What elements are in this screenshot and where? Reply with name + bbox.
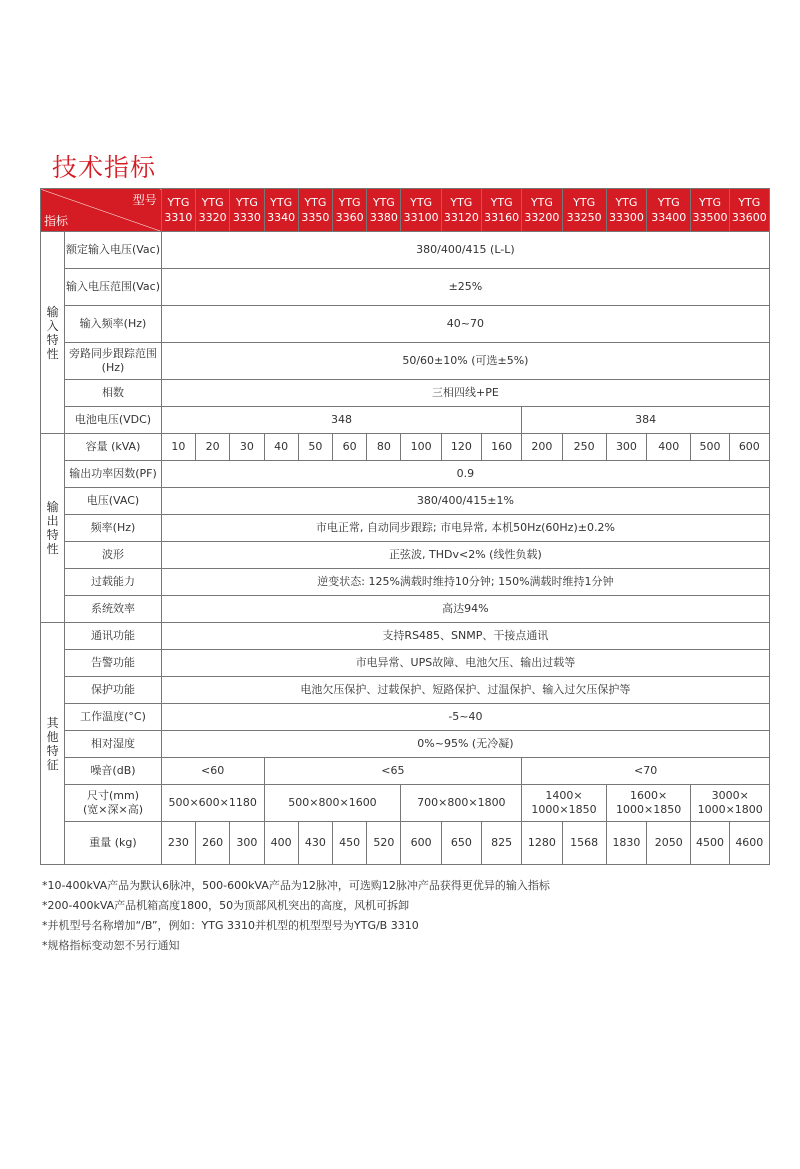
row-capacity — [41, 434, 770, 461]
row-noise — [41, 758, 770, 785]
model-header: YTG 33200 — [522, 189, 562, 232]
group-other: 其 他 特 征 — [41, 623, 65, 865]
weight-cell: 2050 — [647, 822, 691, 865]
weight-cell: 260 — [196, 822, 230, 865]
model-header: YTG 33300 — [606, 189, 646, 232]
row-efficiency — [41, 596, 770, 623]
row-label: 相数 — [65, 380, 162, 407]
model-header: YTG 33500 — [691, 189, 729, 232]
row-label: 频率(Hz) — [65, 515, 162, 542]
capacity-cell: 250 — [562, 434, 606, 461]
weight-cell: 400 — [264, 822, 298, 865]
weight-cell: 430 — [298, 822, 332, 865]
capacity-cell: 200 — [522, 434, 562, 461]
corner-spec-label: 指标 — [44, 214, 69, 228]
capacity-cell: 60 — [332, 434, 366, 461]
group-output: 输 出 特 性 — [41, 434, 65, 623]
size-cell: 500×600×1180 — [161, 785, 264, 822]
corner-model-label: 型号 — [132, 193, 157, 207]
size-cell: 1400× 1000×1850 — [522, 785, 607, 822]
model-header: YTG 3310 — [161, 189, 195, 232]
capacity-cell: 80 — [367, 434, 401, 461]
row-humidity — [41, 731, 770, 758]
model-header: YTG 33250 — [562, 189, 606, 232]
row-value: 0%~95% (无冷凝) — [161, 731, 769, 758]
row-label: 输入频率(Hz) — [65, 306, 162, 343]
capacity-cell: 100 — [401, 434, 441, 461]
model-header: YTG 33160 — [481, 189, 521, 232]
row-label: 容量 (kVA) — [65, 434, 162, 461]
weight-cell: 300 — [230, 822, 264, 865]
model-header: YTG 3360 — [332, 189, 366, 232]
model-header: YTG 33400 — [647, 189, 691, 232]
model-header: YTG 3330 — [230, 189, 264, 232]
row-protection — [41, 677, 770, 704]
row-label: 额定输入电压(Vac) — [65, 232, 162, 269]
row-label: 噪音(dB) — [65, 758, 162, 785]
row-label: 尺寸(mm) (宽×深×高) — [65, 785, 162, 822]
row-weight — [41, 822, 770, 865]
footnote: *并机型号名称增加“/B”，例如：YTG 3310并机型的机型型号为YTG/B 3310 — [42, 919, 419, 932]
capacity-cell: 120 — [441, 434, 481, 461]
row-power-factor — [41, 461, 770, 488]
row-waveform — [41, 542, 770, 569]
size-cell: 700×800×1800 — [401, 785, 522, 822]
row-alarm — [41, 650, 770, 677]
weight-cell: 600 — [401, 822, 441, 865]
row-label: 输入电压范围(Vac) — [65, 269, 162, 306]
group-input: 输 入 特 性 — [41, 232, 65, 434]
weight-cell: 4600 — [729, 822, 769, 865]
model-header: YTG 3380 — [367, 189, 401, 232]
row-value: 正弦波, THDv<2% (线性负载) — [161, 542, 769, 569]
size-cell: 500×800×1600 — [264, 785, 401, 822]
row-label: 波形 — [65, 542, 162, 569]
noise-cell: <70 — [522, 758, 770, 785]
row-label: 通讯功能 — [65, 623, 162, 650]
row-value: 电池欠压保护、过载保护、短路保护、过温保护、输入过欠压保护等 — [161, 677, 769, 704]
row-label: 工作温度(°C) — [65, 704, 162, 731]
row-label: 电池电压(VDC) — [65, 407, 162, 434]
capacity-cell: 160 — [481, 434, 521, 461]
capacity-cell: 400 — [647, 434, 691, 461]
capacity-cell: 40 — [264, 434, 298, 461]
capacity-cell: 50 — [298, 434, 332, 461]
weight-cell: 4500 — [691, 822, 729, 865]
footnote: *200-400kVA产品机箱高度1800，50为顶部风机突出的高度，风机可拆卸 — [42, 899, 410, 912]
model-header: YTG 33600 — [729, 189, 769, 232]
model-header: YTG 3350 — [298, 189, 332, 232]
row-communication — [41, 623, 770, 650]
row-label: 旁路同步跟踪范围(Hz) — [65, 343, 162, 380]
weight-cell: 520 — [367, 822, 401, 865]
row-label: 告警功能 — [65, 650, 162, 677]
row-rated-input-voltage — [41, 232, 770, 269]
weight-cell: 650 — [441, 822, 481, 865]
row-output-voltage — [41, 488, 770, 515]
model-header: YTG 3340 — [264, 189, 298, 232]
noise-cell: <60 — [161, 758, 264, 785]
row-value: 市电正常, 自动同步跟踪; 市电异常, 本机50Hz(60Hz)±0.2% — [161, 515, 769, 542]
row-temperature — [41, 704, 770, 731]
row-input-frequency — [41, 306, 770, 343]
row-value: 市电异常、UPS故障、电池欠压、输出过载等 — [161, 650, 769, 677]
row-value: 逆变状态: 125%满载时维持10分钟; 150%满载时维持1分钟 — [161, 569, 769, 596]
row-value: 三相四线+PE — [161, 380, 769, 407]
row-size — [41, 785, 770, 822]
footnotes — [42, 876, 550, 956]
row-label: 相对湿度 — [65, 731, 162, 758]
capacity-cell: 600 — [729, 434, 769, 461]
row-value: 348 — [161, 407, 521, 434]
weight-cell: 1568 — [562, 822, 606, 865]
row-battery-voltage — [41, 407, 770, 434]
page-title: 技术指标 — [52, 153, 157, 182]
capacity-cell: 20 — [196, 434, 230, 461]
row-value: 384 — [522, 407, 770, 434]
row-value: 0.9 — [161, 461, 769, 488]
row-label: 系统效率 — [65, 596, 162, 623]
row-label: 输出功率因数(PF) — [65, 461, 162, 488]
weight-cell: 450 — [332, 822, 366, 865]
spec-table — [40, 188, 770, 865]
weight-cell: 1830 — [606, 822, 646, 865]
model-header: YTG 33100 — [401, 189, 441, 232]
row-overload — [41, 569, 770, 596]
row-value: 40~70 — [161, 306, 769, 343]
row-label: 保护功能 — [65, 677, 162, 704]
model-header: YTG 33120 — [441, 189, 481, 232]
footnote: *规格指标变动恕不另行通知 — [42, 939, 180, 952]
row-phase — [41, 380, 770, 407]
weight-cell: 825 — [481, 822, 521, 865]
row-label: 重量 (kg) — [65, 822, 162, 865]
row-bypass-range — [41, 343, 770, 380]
row-label: 过载能力 — [65, 569, 162, 596]
header-corner-cell — [41, 189, 162, 232]
noise-cell: <65 — [264, 758, 522, 785]
row-value: 380/400/415±1% — [161, 488, 769, 515]
row-value: 高达94% — [161, 596, 769, 623]
header-row — [41, 189, 770, 232]
model-header: YTG 3320 — [196, 189, 230, 232]
size-cell: 1600× 1000×1850 — [606, 785, 691, 822]
capacity-cell: 300 — [606, 434, 646, 461]
row-output-frequency — [41, 515, 770, 542]
row-value: 支持RS485、SNMP、干接点通讯 — [161, 623, 769, 650]
row-value: 380/400/415 (L-L) — [161, 232, 769, 269]
row-label: 电压(VAC) — [65, 488, 162, 515]
row-value: 50/60±10% (可选±5%) — [161, 343, 769, 380]
capacity-cell: 10 — [161, 434, 195, 461]
capacity-cell: 500 — [691, 434, 729, 461]
footnote: *10-400kVA产品为默认6脉冲，500-600kVA产品为12脉冲，可选购12脉冲产品获得更优异的输入指标 — [42, 879, 550, 892]
row-value: ±25% — [161, 269, 769, 306]
row-value: -5~40 — [161, 704, 769, 731]
row-input-voltage-range — [41, 269, 770, 306]
capacity-cell: 30 — [230, 434, 264, 461]
size-cell: 3000× 1000×1800 — [691, 785, 770, 822]
weight-cell: 1280 — [522, 822, 562, 865]
weight-cell: 230 — [161, 822, 195, 865]
